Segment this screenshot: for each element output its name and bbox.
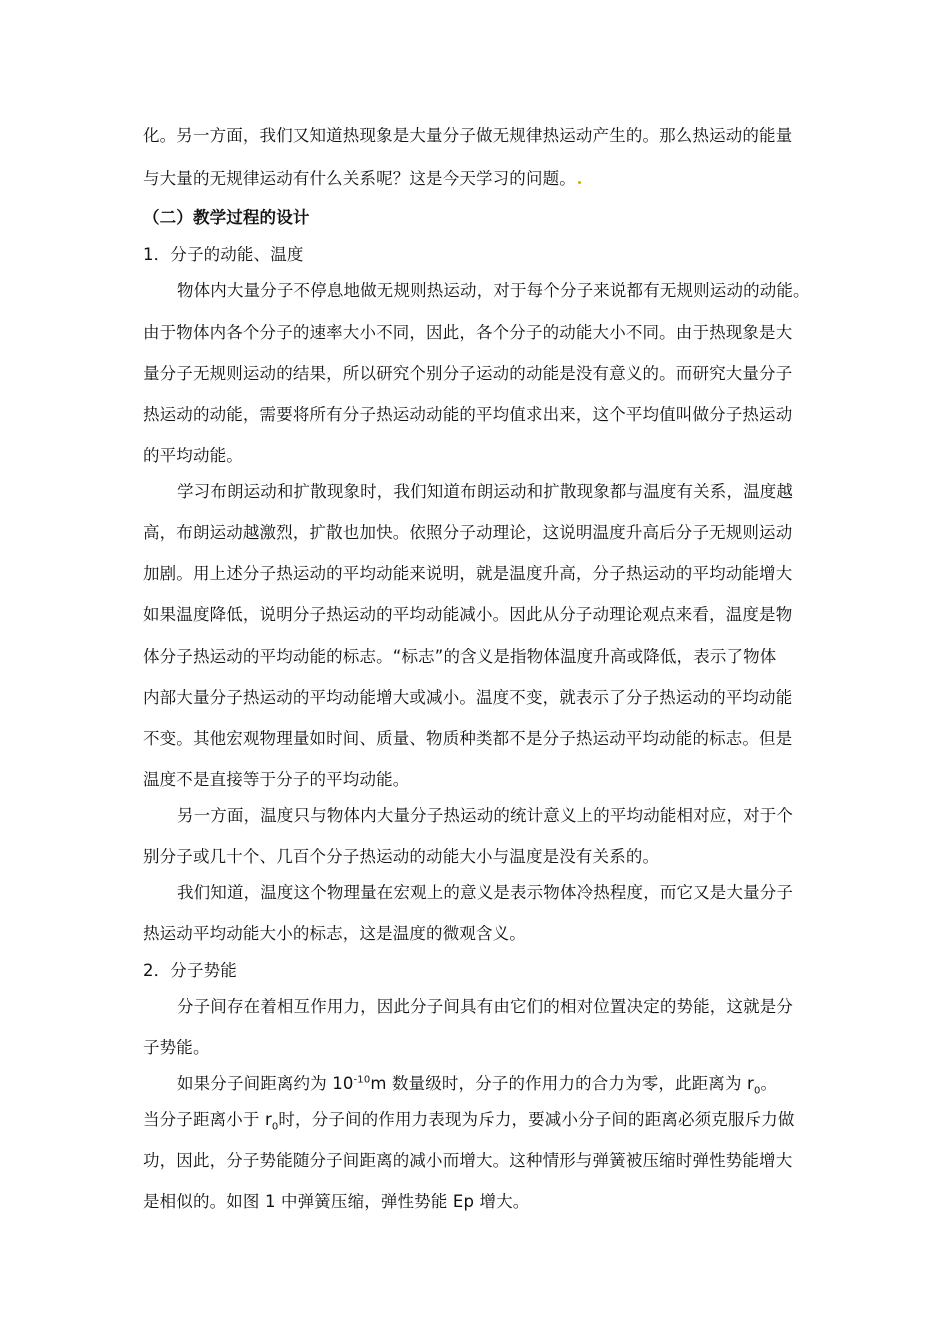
p2-line-1: 学习布朗运动和扩散现象时，我们知道布朗运动和扩散现象都与温度有关系，温度越 <box>177 482 794 501</box>
p6-line-2: 当分子距离小于 $r_0$时，分子间的作用力表现为斥力，要减小分子间的距离必须克服斥力做 <box>143 1110 795 1133</box>
p1-line-5: 的平均动能。 <box>143 446 243 465</box>
p5-line-1: 分子间存在着相互作用力，因此分子间具有由它们的相对位置决定的势能，这就是分 <box>177 997 794 1016</box>
p2-line-2: 高，布朗运动越激烈，扩散也加快。依照分子动理论，这说明温度升高后分子无规则运动 <box>143 523 793 542</box>
p2-line-5: 体分子热运动的平均动能的标志。“标志”的含义是指物体温度升高或降低，表示了物体 <box>143 647 777 666</box>
p3-line-2: 别分子或几十个、几百个分子热运动的动能大小与温度是没有关系的。 <box>143 847 660 866</box>
edit-mark <box>578 181 581 184</box>
p2-line-8: 温度不是直接等于分子的平均动能。 <box>143 770 410 789</box>
p3-line-1: 另一方面，温度只与物体内大量分子热运动的统计意义上的平均动能相对应，对于个 <box>177 806 794 825</box>
p4-line-2: 热运动平均动能大小的标志，这是温度的微观含义。 <box>143 924 526 943</box>
section-heading: （二）教学过程的设计 <box>143 208 310 227</box>
p6-line-4: 是相似的。如图 1 中弹簧压缩，弹性势能 Ep 增大。 <box>143 1192 530 1211</box>
p2-line-3: 加剧。用上述分子热运动的平均动能来说明，就是温度升高，分子热运动的平均动能增大 <box>143 564 793 583</box>
subsection-heading-2: 2．分子势能 <box>143 961 237 980</box>
p4-line-1: 我们知道，温度这个物理量在宏观上的意义是表示物体冷热程度，而它又是大量分子 <box>177 883 794 902</box>
p2-line-7: 不变。其他宏观物理量如时间、质量、物质种类都不是分子热运动平均动能的标志。但是 <box>143 729 793 748</box>
intro-line-2: 与大量的无规律运动有什么关系呢？这是今天学习的问题。 <box>143 167 581 191</box>
p1-line-1: 物体内大量分子不停息地做无规则热运动，对于每个分子来说都有无规则运动的动能。 <box>177 281 810 300</box>
p1-line-4: 热运动的动能，需要将所有分子热运动动能的平均值求出来，这个平均值叫做分子热运动 <box>143 405 793 424</box>
p6-line-3: 功，因此，分子势能随分子间距离的减小而增大。这种情形与弹簧被压缩时弹性势能增大 <box>143 1151 793 1170</box>
p2-line-4: 如果温度降低，说明分子热运动的平均动能减小。因此从分子动理论观点来看，温度是物 <box>143 605 793 624</box>
intro-line-1: 化。另一方面，我们又知道热现象是大量分子做无规律热运动产生的。那么热运动的能量 <box>143 126 793 145</box>
p6-line-1: 如果分子间距离约为 $10^{-10}m$ 数量级时，分子的作用力的合力为零，此距离为 $r_0$。 <box>177 1074 778 1097</box>
p1-line-2: 由于物体内各个分子的速率大小不同，因此，各个分子的动能大小不同。由于热现象是大 <box>143 323 793 342</box>
p2-line-6: 内部大量分子热运动的平均动能增大或减小。温度不变，就表示了分子热运动的平均动能 <box>143 688 793 707</box>
subsection-heading-1: 1．分子的动能、温度 <box>143 245 304 264</box>
p5-line-2: 子势能。 <box>143 1038 210 1057</box>
p1-line-3: 量分子无规则运动的结果，所以研究个别分子运动的动能是没有意义的。而研究大量分子 <box>143 364 793 383</box>
